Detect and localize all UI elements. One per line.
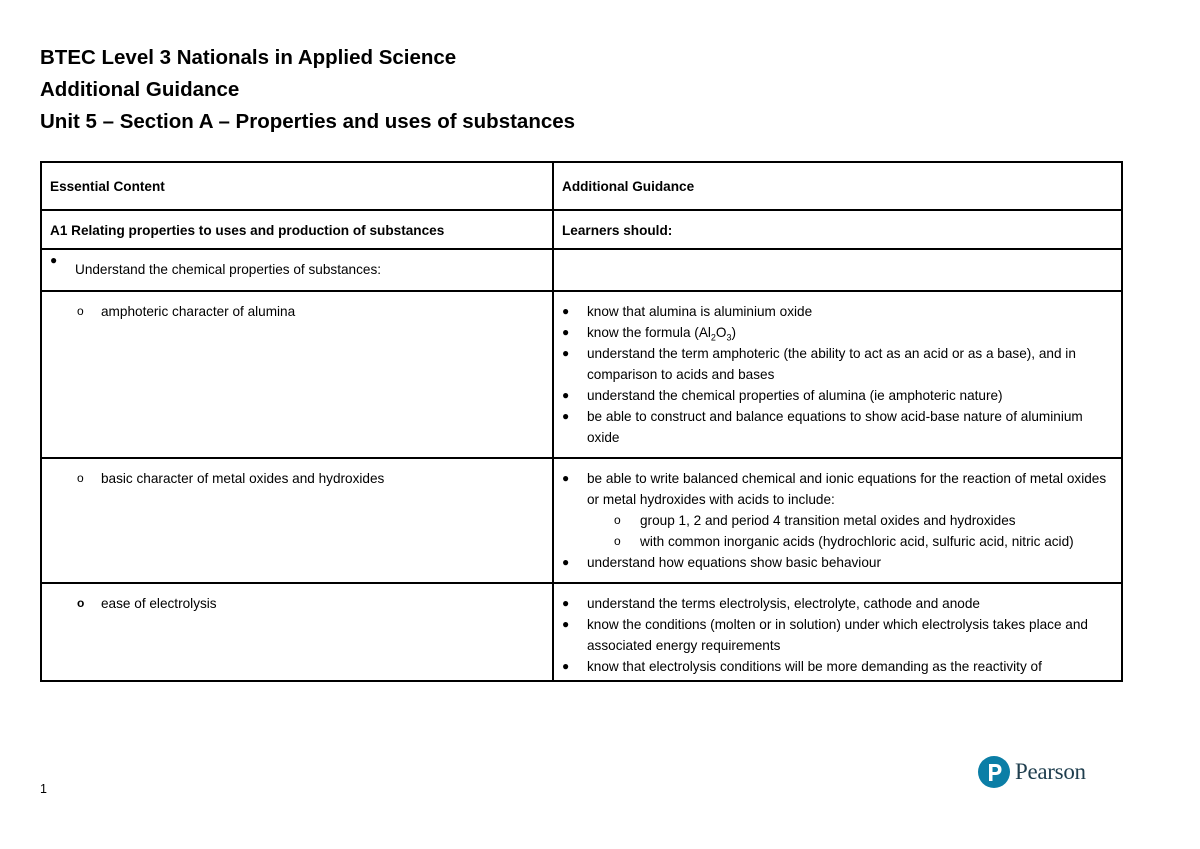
table-row xyxy=(41,583,1122,681)
bullet-icon: ● xyxy=(562,304,570,318)
pearson-logo xyxy=(978,756,1086,788)
document-header xyxy=(40,42,575,138)
guidance-table xyxy=(40,161,1123,682)
bullet-icon: ● xyxy=(562,325,570,339)
main-bullet xyxy=(50,250,544,280)
bullet-icon: ● xyxy=(50,253,58,267)
table-row xyxy=(41,291,1122,458)
bullet-icon: ● xyxy=(562,471,570,485)
page-number: 1 xyxy=(40,782,47,796)
table-subheader-row xyxy=(41,210,1122,249)
list-item: ● be able to construct and balance equations to show acid-base nature of aluminium oxide xyxy=(562,406,1113,448)
subheader-right: Learners should: xyxy=(553,210,1122,249)
circle-bullet-icon: o xyxy=(77,471,84,485)
sub-list-item: o group 1, 2 and period 4 transition metal oxides and hydroxides xyxy=(562,510,1113,531)
list-item: ● understand how equations show basic behaviour xyxy=(562,552,1113,573)
bullet-icon: ● xyxy=(562,346,570,360)
subheader-left: A1 Relating properties to uses and production of substances xyxy=(41,210,553,249)
pearson-logo-text: Pearson xyxy=(1015,759,1086,784)
bullet-icon: ● xyxy=(562,617,570,631)
bullet-icon: ● xyxy=(562,659,570,673)
circle-bullet-icon: o xyxy=(77,304,84,318)
bullet-icon: ● xyxy=(562,555,570,569)
table-row xyxy=(41,458,1122,583)
sub-list-item: o with common inorganic acids (hydrochloric acid, sulfuric acid, nitric acid) xyxy=(562,531,1113,552)
circle-bullet-icon: o xyxy=(614,513,621,527)
bullet-icon: ● xyxy=(562,388,570,402)
list-item: ● be able to write balanced chemical and ionic equations for the reaction of metal oxides or metal hydroxides with acids to include: xyxy=(562,468,1113,510)
list-item: ● know that electrolysis conditions will be more demanding as the reactivity of xyxy=(562,656,1113,677)
table-row xyxy=(41,249,1122,291)
bullet-icon: ● xyxy=(562,596,570,610)
bullet-icon: ● xyxy=(562,409,570,423)
list-item: ● know the conditions (molten or in solution) under which electrolysis takes place and associated energy requirements xyxy=(562,614,1113,656)
list-item: o ease of electrolysis xyxy=(50,584,544,614)
table-header-row xyxy=(41,162,1122,210)
list-item: ● know the formula $(Al_2O_3)$ xyxy=(562,322,1113,343)
main-bullet-text: Understand the chemical properties of substances: xyxy=(75,262,382,277)
title-line-1: BTEC Level 3 Nationals in Applied Science xyxy=(40,46,457,69)
pearson-p-icon xyxy=(978,756,1010,788)
list-item: o basic character of metal oxides and hydroxides xyxy=(50,459,544,489)
list-item: o amphoteric character of alumina xyxy=(50,292,544,322)
list-item: ● understand the term amphoteric (the ability to act as an acid or as a base), and in comparison to acids and bases xyxy=(562,343,1113,385)
col-header-essential-content: Essential Content xyxy=(41,162,553,210)
title-line-2: Additional Guidance xyxy=(40,78,240,101)
list-item: ● understand the chemical properties of alumina (ie amphoteric nature) xyxy=(562,385,1113,406)
list-item: ● understand the terms electrolysis, electrolyte, cathode and anode xyxy=(562,593,1113,614)
circle-bullet-icon: o xyxy=(77,596,85,610)
circle-bullet-icon: o xyxy=(614,534,621,548)
col-header-additional-guidance: Additional Guidance xyxy=(553,162,1122,210)
list-item: ● know that alumina is aluminium oxide xyxy=(562,301,1113,322)
title-line-3: Unit 5 – Section A – Properties and uses of substances xyxy=(40,110,576,133)
